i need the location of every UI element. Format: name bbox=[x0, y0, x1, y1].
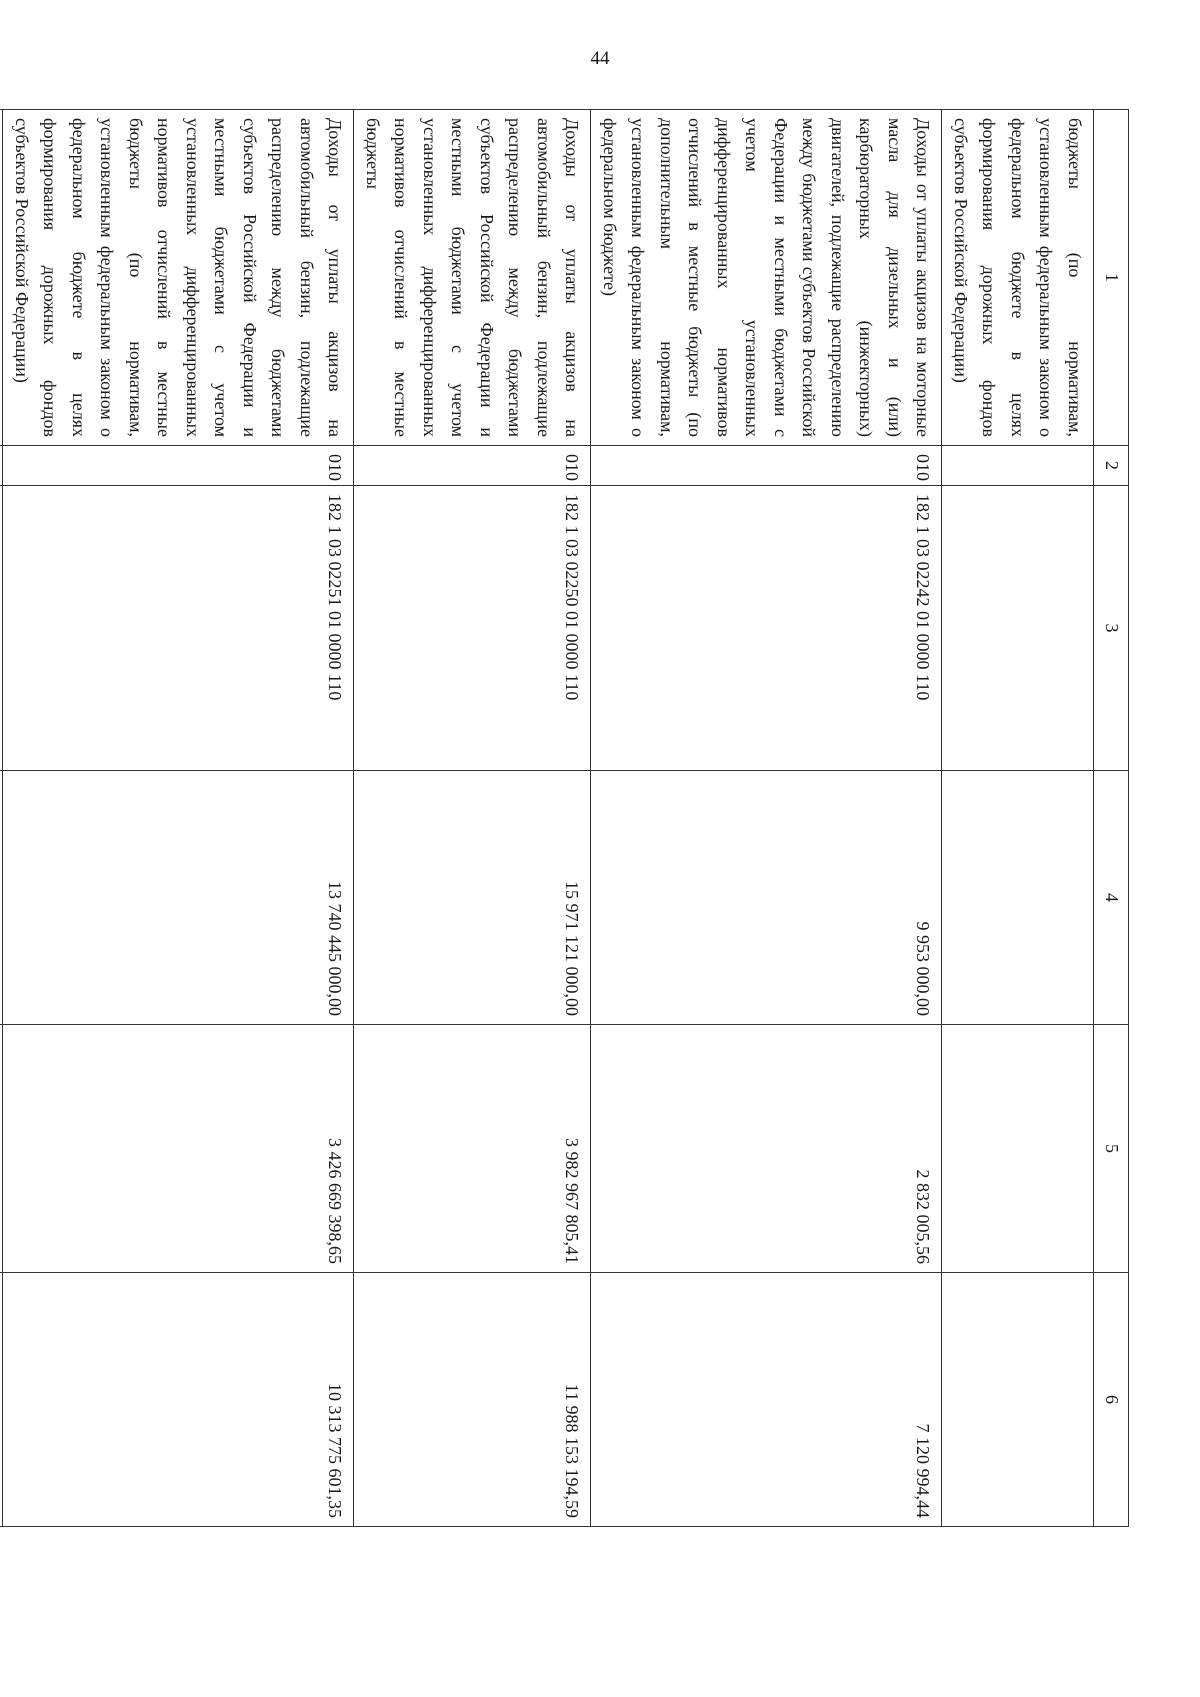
header-col-2: 2 bbox=[1094, 446, 1129, 486]
budget-revenue-table bbox=[0, 109, 1129, 1527]
row-col-4: 9 953 000,00 bbox=[591, 771, 942, 1025]
row-line-code bbox=[942, 446, 1094, 486]
row-col-6: 11 988 153 194,59 bbox=[354, 1273, 591, 1527]
header-col-3: 3 bbox=[1094, 486, 1129, 771]
rotated-table-wrapper bbox=[12, 109, 1129, 1526]
row-col-4: 13 740 445 000,00 bbox=[3, 771, 354, 1025]
table-row bbox=[942, 110, 1094, 1527]
row-col-6 bbox=[942, 1273, 1094, 1527]
row-line-code: 010 bbox=[3, 446, 354, 486]
row-col-5: 3 982 967 805,41 bbox=[354, 1025, 591, 1273]
header-col-5: 5 bbox=[1094, 1025, 1129, 1273]
row-col-5: 2 832 005,56 bbox=[591, 1025, 942, 1273]
row-name bbox=[0, 110, 3, 446]
row-budget-code: 182 1 03 02250 01 0000 110 bbox=[354, 486, 591, 771]
row-col-6: 10 313 775 601,35 bbox=[3, 1273, 354, 1527]
header-col-6: 6 bbox=[1094, 1273, 1129, 1527]
row-col-5 bbox=[0, 1025, 3, 1273]
row-col-6 bbox=[0, 1273, 3, 1527]
row-name: Доходы от уплаты акцизов на автомобильный бензин, подлежащие распределению между бюджетами субъектов Российской Федерации и местными бюджетами с учетом установленных дифференцированных нормативов отчислений в местные бюджеты (по нормативам, установленным федеральным законом о федеральном бюджете в целях формирования дорожных фондов субъектов Российской Федерации) bbox=[3, 110, 354, 446]
row-col-5 bbox=[942, 1025, 1094, 1273]
table-row bbox=[354, 110, 591, 1527]
row-name: Доходы от уплаты акцизов на моторные масла для дизельных и (или) карбюраторных (инжекторных) двигателей, подлежащие распределению между бюджетами субъектов Российской Федерации и местными бюджетами с учетом установленных дифференцированных нормативов отчислений в местные бюджеты (по дополнительным нормативам, установленным федеральным законом о федеральном бюджете) bbox=[591, 110, 942, 446]
header-col-1: 1 bbox=[1094, 110, 1129, 446]
table-row bbox=[591, 110, 942, 1527]
row-line-code: 010 bbox=[354, 446, 591, 486]
row-name: бюджеты (по нормативам, установленным федеральным законом о федеральном бюджете в целях формирования дорожных фондов субъектов Российской Федерации) bbox=[942, 110, 1094, 446]
header-col-4: 4 bbox=[1094, 771, 1129, 1025]
row-budget-code bbox=[0, 486, 3, 771]
row-budget-code: 182 1 03 02251 01 0000 110 bbox=[3, 486, 354, 771]
row-name: Доходы от уплаты акцизов на автомобильный бензин, подлежащие распределению между бюджетами субъектов Российской Федерации и местными бюджетами с учетом установленных дифференцированных нормативов отчислений в местные бюджеты bbox=[354, 110, 591, 446]
row-budget-code bbox=[942, 486, 1094, 771]
row-line-code: 010 bbox=[591, 446, 942, 486]
row-col-6: 7 120 994,44 bbox=[591, 1273, 942, 1527]
row-line-code bbox=[0, 446, 3, 486]
page-number: 44 bbox=[590, 48, 610, 69]
row-col-4: 15 971 121 000,00 bbox=[354, 771, 591, 1025]
row-budget-code: 182 1 03 02242 01 0000 110 bbox=[591, 486, 942, 771]
table-row bbox=[0, 110, 3, 1527]
row-col-4 bbox=[0, 771, 3, 1025]
row-col-5: 3 426 669 398,65 bbox=[3, 1025, 354, 1273]
table-row bbox=[3, 110, 354, 1527]
header-row bbox=[1094, 110, 1129, 1527]
row-col-4 bbox=[942, 771, 1094, 1025]
